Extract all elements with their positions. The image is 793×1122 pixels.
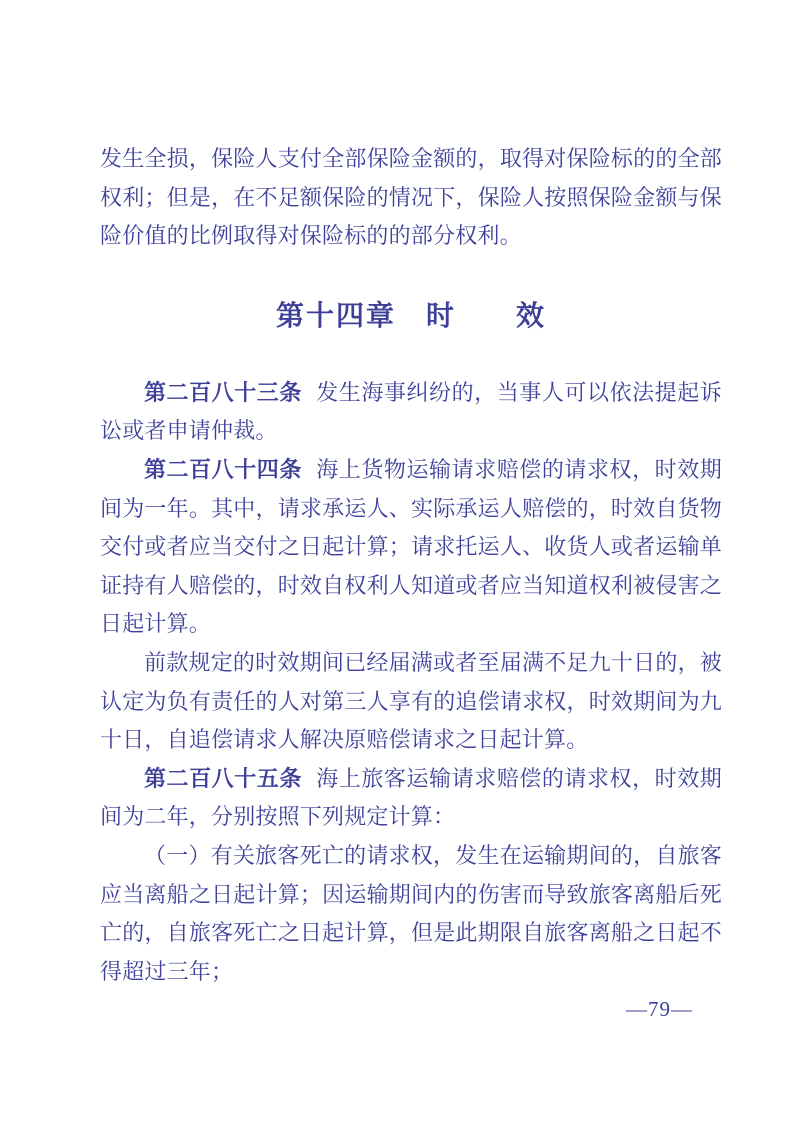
- article-284-paragraph: [100, 451, 722, 644]
- article-283-text: 发生海事纠纷的，当事人可以依法提起诉讼或者申请仲裁。: [100, 379, 722, 444]
- article-283-number: 第二百八十三条: [144, 379, 302, 405]
- article-285-number: 第二百八十五条: [144, 765, 302, 791]
- text-column: [100, 140, 722, 991]
- article-285-item1-text: （一）有关旅客死亡的请求权，发生在运输期间的，自旅客应当离船之日起计算；因运输期间内的伤害而导致旅客离船后死亡的，自旅客死亡之日起计算，但是此期限自旅客离船之日起不得超过三年；: [100, 842, 722, 984]
- article-284-clause2-text: 前款规定的时效期间已经届满或者至届满不足九十日的，被认定为负有责任的人对第三人享有的追偿请求权，时效期间为九十日，自追偿请求人解决原赔偿请求之日起计算。: [100, 649, 722, 753]
- article-284-clause2-paragraph: [100, 644, 722, 760]
- article-285-paragraph: [100, 760, 722, 837]
- page-number: —79—: [626, 997, 693, 1021]
- article-285-item1-paragraph: [100, 837, 722, 991]
- article-285-text: 海上旅客运输请求赔偿的请求权，时效期间为二年，分别按照下列规定计算：: [100, 765, 722, 830]
- paragraph-insurance-continuation: 发生全损，保险人支付全部保险金额的，取得对保险标的的全部权利；但是，在不足额保险的情况下，保险人按照保险金额与保险价值的比例取得对保险标的的部分权利。: [100, 146, 722, 249]
- article-283-paragraph: [100, 374, 722, 451]
- article-284-text: 海上货物运输请求赔偿的请求权，时效期间为一年。其中，请求承运人、实际承运人赔偿的，时效自货物交付或者应当交付之日起计算；请求托运人、收货人或者运输单证持有人赔偿的，时效自权利人知道或者应当知道权利被侵害之日起计算。: [100, 456, 722, 637]
- chapter-heading: 第十四章 时 效: [275, 299, 546, 331]
- article-284-number: 第二百八十四条: [144, 456, 302, 482]
